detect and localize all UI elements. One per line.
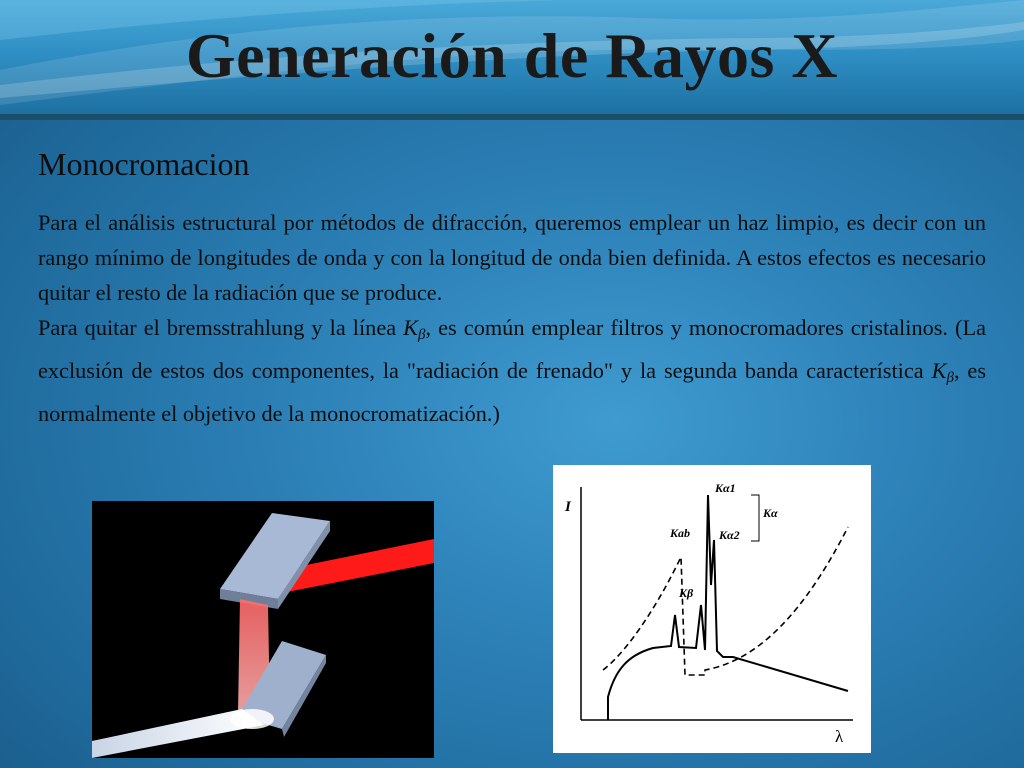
beta-subscript: β bbox=[946, 370, 954, 386]
paragraph-2-part-3: , es normalmente el objetivo de la monocromatización.) bbox=[38, 358, 986, 426]
label-k-beta: Kβ bbox=[679, 586, 694, 600]
label-k-alpha2: Kα2 bbox=[719, 528, 740, 542]
label-k-alpha1: Kα1 bbox=[715, 481, 736, 495]
k-beta-symbol bbox=[931, 358, 954, 386]
y-axis-label: I bbox=[565, 499, 571, 515]
k-symbol: K bbox=[931, 358, 947, 383]
xray-spectrum-figure bbox=[553, 465, 871, 753]
spectrum-drawing bbox=[553, 465, 871, 753]
section-subtitle: Monocromacion bbox=[38, 146, 250, 182]
k-symbol: K bbox=[403, 315, 419, 340]
x-axis-label: λ bbox=[835, 727, 844, 746]
monochromator-drawing bbox=[92, 501, 434, 758]
header-divider bbox=[0, 114, 1024, 120]
slide-title: Generación de Rayos X bbox=[185, 20, 839, 91]
monochromator-illustration bbox=[92, 501, 434, 758]
paragraph-2 bbox=[38, 310, 986, 431]
k-alpha-bracket bbox=[751, 495, 759, 541]
paragraph-1: Para el análisis estructural por métodos de difracción, queremos emplear un haz limpio, es decir con un rango mínimo de longitudes de onda y con la longitud de onda bien definida. A estos efectos es necesario quitar el resto de la radiación que se produce. bbox=[38, 210, 986, 305]
label-k-ab: Kab bbox=[670, 526, 691, 540]
body-text bbox=[38, 205, 986, 431]
k-beta-symbol bbox=[403, 315, 426, 343]
beta-subscript: β bbox=[418, 327, 426, 343]
paragraph-2-part-2: , es común emplear filtros y monocromadores cristalinos. (La exclusión de estos dos componentes, la "radiación de frenado" y la segunda banda característica bbox=[38, 315, 986, 383]
label-k-alpha: Kα bbox=[763, 506, 778, 520]
paragraph-2-part-1: Para quitar el bremsstrahlung y la línea bbox=[38, 315, 404, 340]
